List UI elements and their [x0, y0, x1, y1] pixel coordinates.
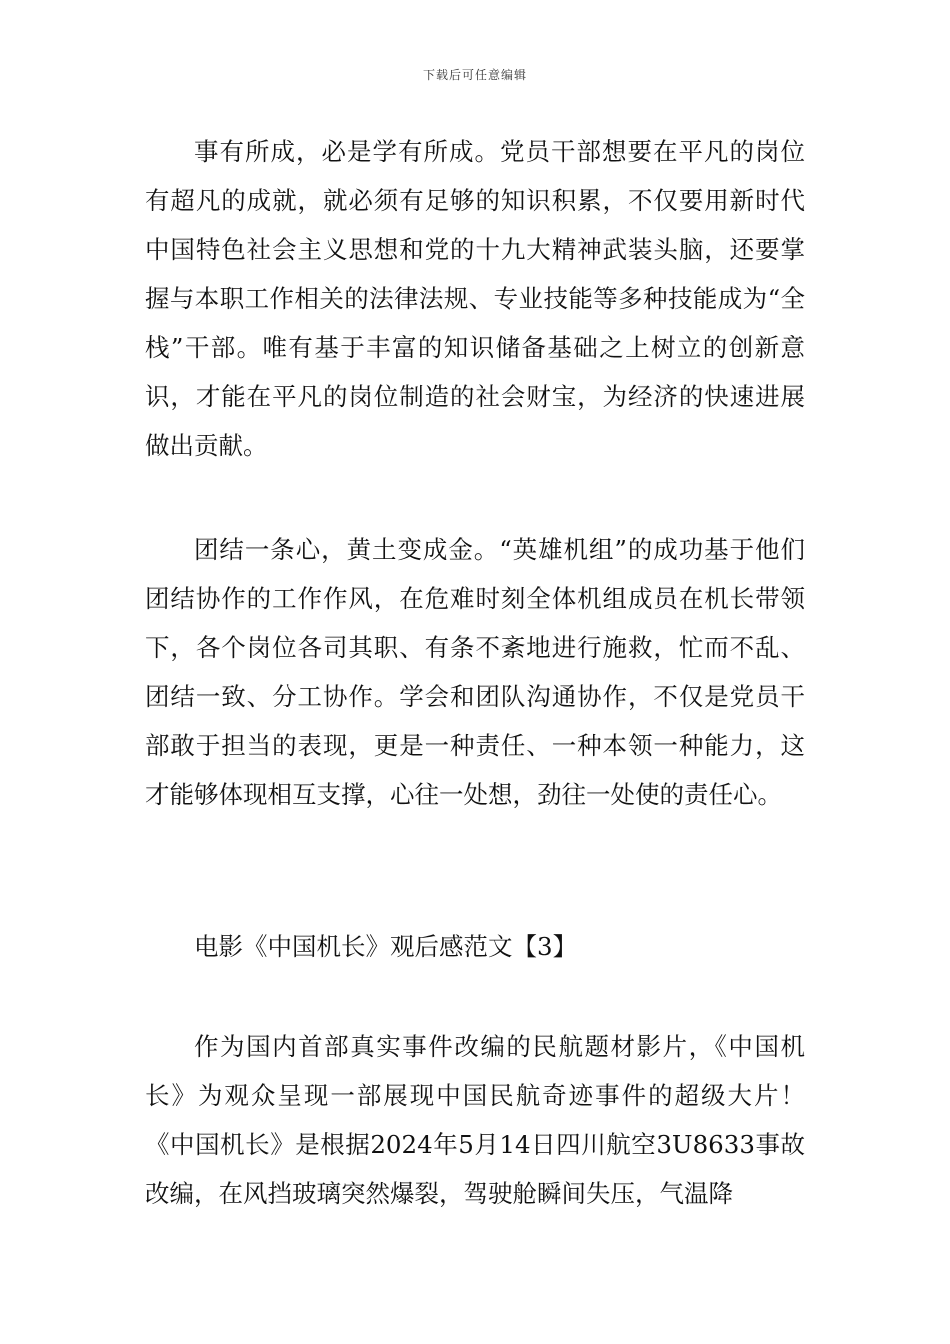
header-note: 下载后可任意编辑: [422, 68, 527, 82]
paragraph-learning: 事有所成，必是学有所成。党员干部想要在平凡的岗位有超凡的成就，就必须有足够的知识积累，不仅要用新时代中国特色社会主义思想和党的十九大精神武装头脑，还要掌握与本职工作相关的法律法规、专业技能等多种技能成为“全栈”干部。唯有基于丰富的知识储备基础之上树立的创新意识，才能在平凡的岗位制造的社会财宝，为经济的快速进展做出贡献。: [145, 137, 805, 460]
section-heading: 电影《中国机长》观后感范文【3】: [194, 932, 578, 961]
paragraph-film-intro: 作为国内首部真实事件改编的民航题材影片，《中国机长》为观众呈现一部展现中国民航奇迹事件的超级大片！《中国机长》是根据2024年5月14日四川航空3U8633事故改编，在风挡玻璃突然爆裂，驾驶舱瞬间失压，气温降: [145, 1032, 805, 1208]
paragraph-teamwork: 团结一条心，黄土变成金。“英雄机组”的成功基于他们团结协作的工作作风，在危难时刻全体机组成员在机长带领下，各个岗位各司其职、有条不紊地进行施救，忙而不乱、团结一致、分工协作。学会和团队沟通协作，不仅是党员干部敢于担当的表现，更是一种责任、一种本领一种能力，这才能够体现相互支撑，心往一处想，劲往一处使的责任心。: [145, 535, 805, 809]
